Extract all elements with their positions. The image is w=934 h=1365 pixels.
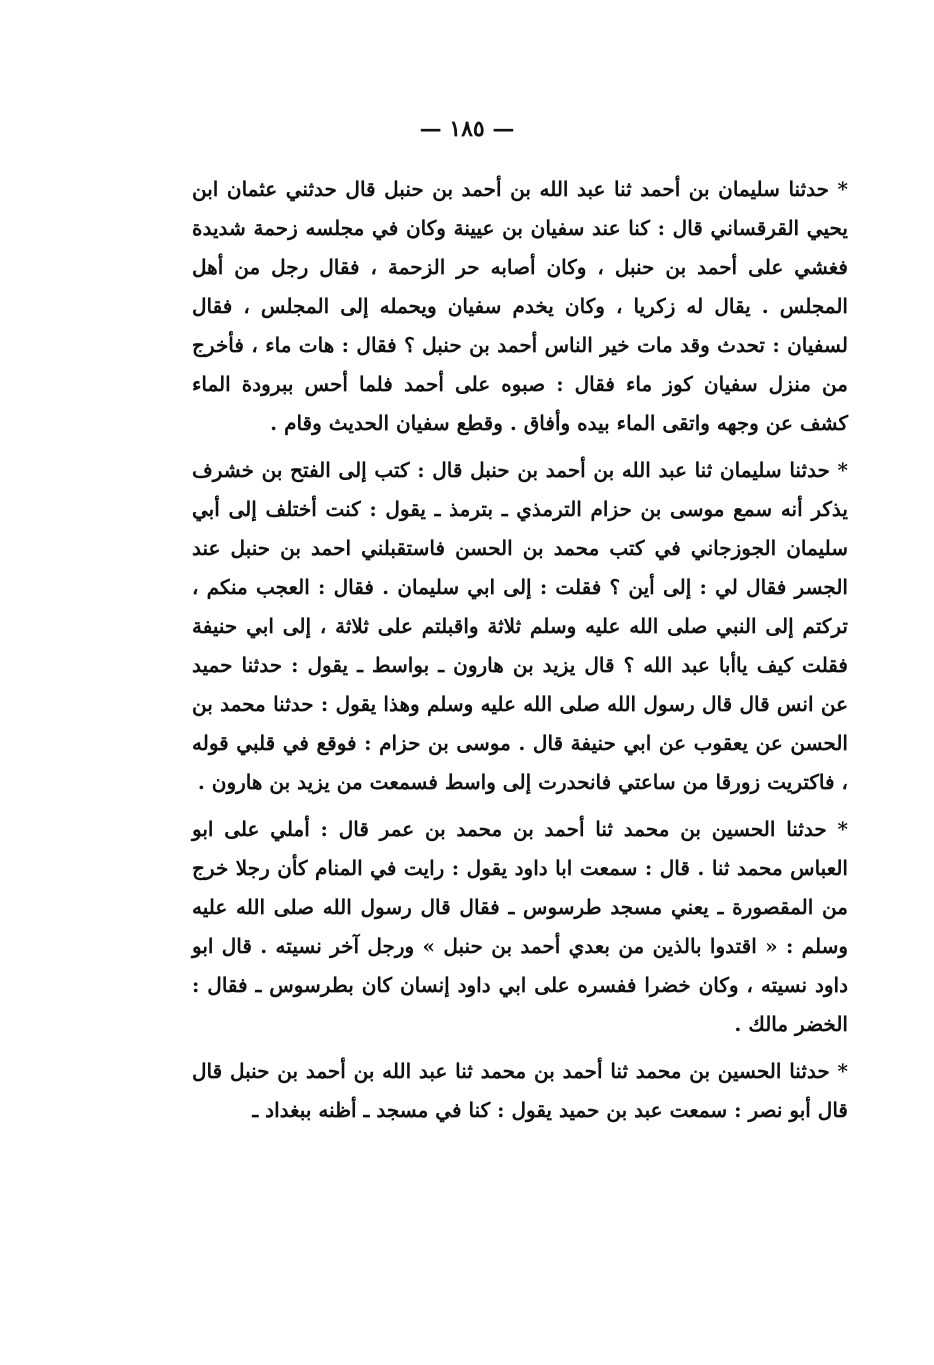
page-number: — ١٨٥ —: [419, 116, 515, 142]
page-body: [192, 170, 848, 1130]
hadith-paragraph-3: * حدثنا الحسين بن محمد ثنا أحمد بن محمد بن عمر قال : أملي على ابو العباس محمد ثنا . قال : سمعت ابا داود يقول : رايت في المنام كأن رجلا خرج من المقصورة ـ يعني مسجد طرسوس ـ فقال قال رسول الله صلى الله عليه وسلم : « اقتدوا بالذين من بعدي أحمد بن حنبل » ورجل آخر نسيته . قال ابو داود نسيته ، وكان خضرا ففسره على ابي داود إنسان كان بطرسوس ـ فقال : الخضر مالك .: [192, 817, 848, 1036]
hadith-paragraph-2: * حدثنا سليمان ثنا عبد الله بن أحمد بن حنبل قال : كتب إلى الفتح بن خشرف يذكر أنه سمع موسى بن حزام الترمذي ـ بترمذ ـ يقول : كنت أختلف إلى أبي سليمان الجوزجاني في كتب محمد بن الحسن فاستقبلني احمد بن حنبل عند الجسر فقال لي : إلى أين ؟ فقلت : إلى ابي سليمان . فقال : العجب منكم ، تركتم إلى النبي صلى الله عليه وسلم ثلاثة واقبلتم على ثلاثة ، إلى ابي حنيفة فقلت كيف ياأبا عبد الله ؟ قال يزيد بن هارون ـ بواسط ـ يقول : حدثنا حميد عن انس قال قال رسول الله صلى الله عليه وسلم وهذا يقول : حدثنا محمد بن الحسن عن يعقوب عن ابي حنيفة قال . موسى بن حزام : فوقع في قلبي قوله ، فاكتريت زورقا من ساعتي فانحدرت إلى واسط فسمعت من يزيد بن هارون .: [192, 458, 848, 794]
hadith-paragraph-1: * حدثنا سليمان بن أحمد ثنا عبد الله بن أحمد بن حنبل قال حدثني عثمان ابن يحيي القرقساني قال : كنا عند سفيان بن عيينة وكان في مجلسه زحمة شديدة فغشي على أحمد بن حنبل ، وكان أصابه حر الزحمة ، فقال رجل من أهل المجلس . يقال له زكريا ، وكان يخدم سفيان ويحمله إلى المجلس ، فقال لسفيان : تحدث وقد مات خير الناس أحمد بن حنبل ؟ فقال : هات ماء ، فأخرج من منزل سفيان كوز ماء فقال : صبوه على أحمد فلما أحس ببرودة الماء كشف عن وجهه واتقى الماء بيده وأفاق . وقطع سفيان الحديث وقام .: [192, 177, 848, 435]
hadith-paragraph-4: * حدثنا الحسين بن محمد ثنا أحمد بن محمد ثنا عبد الله بن أحمد بن حنبل قال قال أبو نصر : سمعت عبد بن حميد يقول : كنا في مسجد ـ أظنه ببغداد ـ: [192, 1059, 848, 1122]
